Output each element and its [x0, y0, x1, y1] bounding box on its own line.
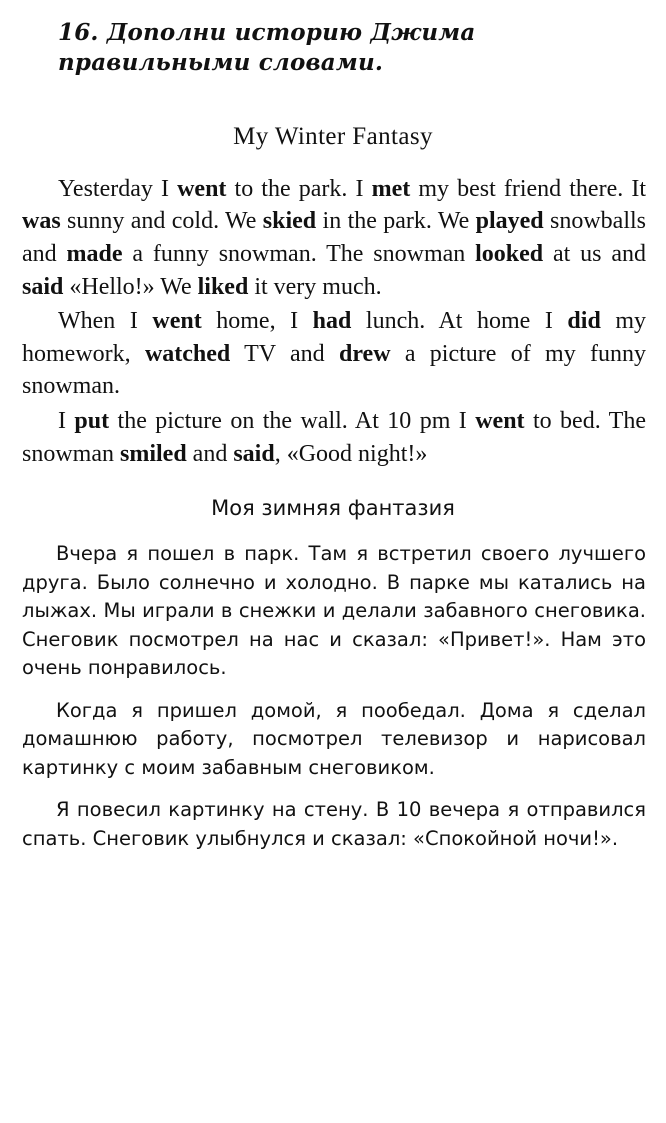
english-story-body	[22, 173, 646, 471]
exercise-instruction: 16. Дополни историю Джима правильными словами.	[58, 19, 476, 77]
verb-answer: liked	[197, 273, 249, 300]
verb-answer: said	[22, 273, 64, 300]
verb-answer: watched	[144, 340, 231, 367]
verb-answer: smiled	[120, 440, 187, 467]
english-paragraph: Yesterday I went to the park. I met my best friend there. It was sunny and cold. We skied in the park. We played snowballs and made a funny snowman. The snowman looked at us and said «Hello!» We liked it very much.	[22, 175, 647, 300]
russian-story-body	[22, 540, 646, 853]
verb-answer: went	[475, 408, 525, 435]
russian-paragraph: Вчера я пошел в парк. Там я встретил своего лучшего друга. Было солнечно и холодно. В парке мы катались на лыжах. Мы играли в снежки и делали забавного снеговика. Снеговик посмотрел на нас и сказал: «Привет!». Нам это очень понравилось.	[22, 542, 646, 680]
verb-answer: did	[567, 308, 601, 335]
verb-answer: looked	[475, 240, 544, 267]
russian-paragraph: Когда я пришел домой, я пообедал. Дома я сделал домашнюю работу, посмотрел телевизор и нарисовал картинку с моим забавным снеговиком.	[22, 698, 646, 779]
english-story-title: My Winter Fantasy	[233, 122, 433, 150]
textbook-page	[0, 18, 666, 1123]
verb-answer: met	[371, 175, 411, 202]
english-paragraph: I put the picture on the wall. At 10 pm I went to bed. The snowman smiled and said, «Good night!»	[22, 408, 646, 467]
verb-answer: was	[22, 208, 61, 235]
verb-answer: said	[233, 440, 275, 467]
verb-answer: skied	[262, 208, 317, 235]
russian-paragraph: Я повесил картинку на стену. В 10 вечера я отправился спать. Снеговик улыбнулся и сказал: «Спокойной ночи!».	[22, 798, 646, 850]
verb-answer: went	[152, 308, 202, 335]
verb-answer: went	[177, 175, 227, 202]
verb-answer: had	[312, 308, 352, 335]
verb-answer: put	[74, 408, 110, 435]
verb-answer: drew	[338, 340, 391, 367]
verb-answer: made	[66, 240, 123, 267]
verb-answer: played	[475, 208, 544, 235]
russian-story-title: Моя зимняя фантазия	[211, 496, 455, 521]
english-paragraph: When I went home, I had lunch. At home I did my homework, watched TV and drew a picture of my funny snowman.	[22, 308, 647, 400]
